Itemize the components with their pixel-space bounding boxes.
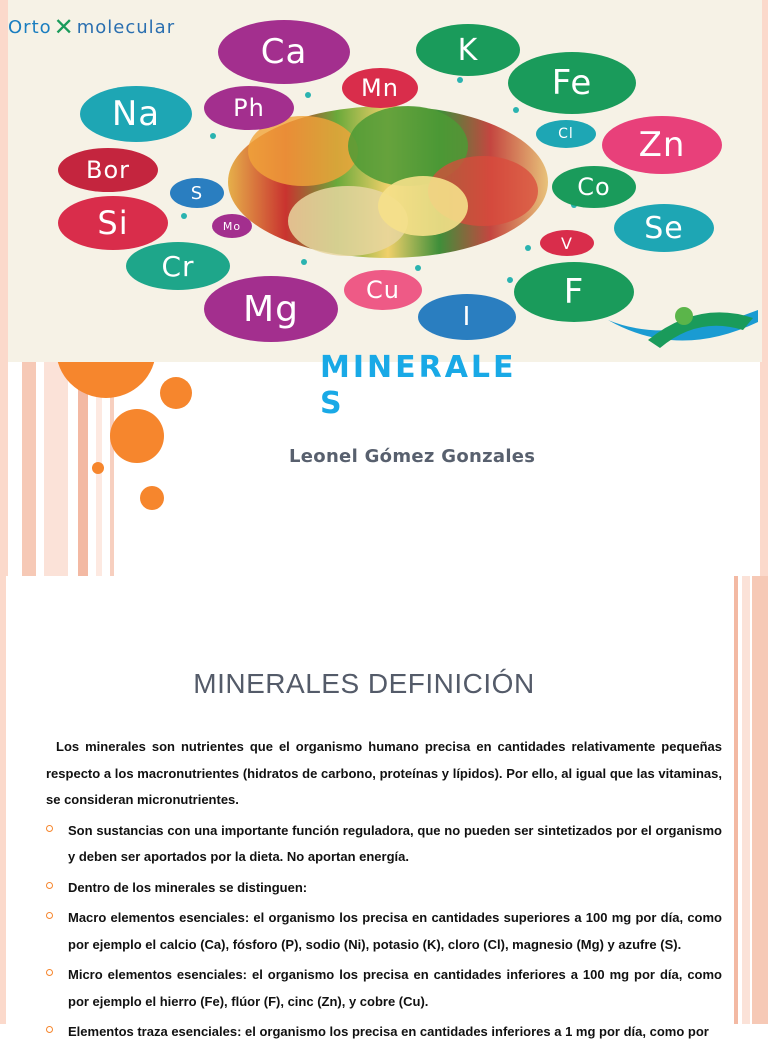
decor-stripe [0, 576, 6, 1024]
bullet-ring-icon [46, 825, 53, 832]
intro-paragraph: Los minerales son nutrientes que el organismo humano precisa en cantidades relativamente pequeñas respecto a los macronutrientes (hidratos de carbono, proteínas y lípidos). Por ello, al igual que las vitaminas, se consideran micronutrientes. [46, 739, 722, 807]
element-bubble-mo [212, 214, 252, 238]
decor-stripe [752, 576, 768, 1024]
element-bubble-ph [204, 86, 294, 130]
decor-circle [140, 486, 164, 510]
decor-circle [110, 409, 164, 463]
list-item [46, 905, 722, 958]
element-label: Co [577, 173, 611, 201]
element-bubble-zn [602, 116, 722, 174]
element-label: Mo [222, 219, 242, 233]
bullet-text: Dentro de los minerales se distinguen: [68, 879, 308, 895]
food-circle-image [228, 106, 548, 258]
element-bubble-mn [342, 68, 418, 108]
element-bubble-i [418, 294, 516, 340]
element-label: Fe [551, 63, 593, 103]
author-name: Leonel Gómez Gonzales [289, 446, 536, 467]
element-bubble-v [540, 230, 594, 256]
element-bubble-si [58, 196, 168, 250]
bullet-ring-icon [46, 1026, 53, 1033]
element-bubble-k [416, 24, 520, 76]
element-label: F [563, 272, 585, 312]
element-label: Mg [243, 288, 299, 330]
element-label: Zn [638, 125, 686, 165]
logo-text-right: molecular [76, 16, 176, 38]
slide-title: MINERALE S [320, 350, 517, 421]
bullet-ring-icon [46, 882, 53, 889]
element-bubble-s [170, 178, 224, 208]
list-item [46, 1019, 722, 1046]
definition-title: MINERALES DEFINICIÓN [193, 668, 535, 699]
element-bubble-bor [58, 148, 158, 192]
element-bubble-mg [204, 276, 338, 342]
bullet-text: Micro elementos esenciales: el organismo los precisa en cantidades inferiores a 100 mg por día, como por ejemplo el hierro (Fe), flúor (F), cinc (Zn), y cobre (Cu). [68, 967, 722, 1009]
element-label: Si [97, 204, 129, 242]
element-label: Bor [85, 156, 130, 184]
element-label: Ph [233, 94, 265, 122]
bullet-text: Son sustancias con una importante función reguladora, que no pueden ser sintetizados por el organismo y deben ser aportados por la dieta. No aportan energía. [68, 822, 722, 864]
bullet-ring-icon [46, 912, 53, 919]
definition-body [46, 734, 722, 1050]
ortomolecular-logo [8, 12, 175, 42]
element-label: V [561, 233, 573, 253]
element-bubble-cr [126, 242, 230, 290]
decor-stripe [742, 576, 750, 1024]
bullet-text: Macro elementos esenciales: el organismo los precisa en cantidades superiores a 100 mg por día, como por ejemplo el calcio (Ca), fósforo (P), sodio (Ni), potasio (K), cloro (Cl), magnesio (Mg) y azufre (S). [68, 910, 722, 952]
logo-x-icon: ✕ [53, 13, 75, 41]
minerals-hero-image [8, 0, 762, 362]
element-bubble-cl [536, 120, 596, 148]
bullet-ring-icon [46, 969, 53, 976]
element-bubble-cu [344, 270, 422, 310]
decor-stripe [734, 576, 738, 1024]
element-bubble-f [514, 262, 634, 322]
element-bubble-ca [218, 20, 350, 84]
element-label: Na [111, 94, 161, 134]
decor-circle [92, 462, 104, 474]
element-label: Cl [558, 126, 574, 142]
definition-slide [0, 576, 768, 1039]
decor-circle [160, 377, 192, 409]
element-bubble-se [614, 204, 714, 252]
element-bubble-fe [508, 52, 636, 114]
list-item [46, 962, 722, 1015]
bullet-list [46, 818, 722, 1046]
element-label: Ca [260, 32, 308, 72]
element-label: S [190, 182, 204, 204]
element-label: Cr [161, 249, 195, 283]
bullet-text: Elementos traza esenciales: el organismo los precisa en cantidades inferiores a 1 mg por día, como por [68, 1024, 709, 1039]
logo-text-left: Orto [8, 16, 52, 38]
element-bubble-co [552, 166, 636, 208]
element-label: K [457, 32, 479, 68]
element-label: I [462, 302, 472, 332]
element-label: Mn [361, 74, 399, 102]
element-label: Cu [366, 276, 400, 304]
element-label: Se [644, 210, 684, 246]
list-item [46, 875, 722, 902]
element-bubble-na [80, 86, 192, 142]
list-item [46, 818, 722, 871]
decor-stripe [0, 0, 8, 576]
